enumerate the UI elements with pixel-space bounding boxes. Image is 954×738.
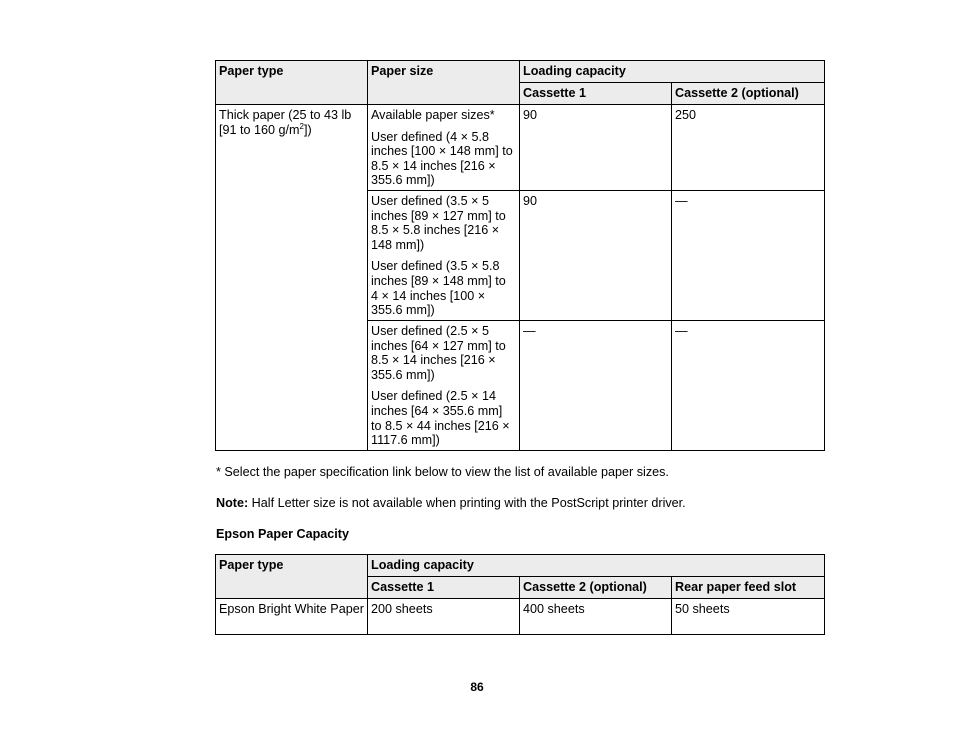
note-paragraph (216, 496, 686, 511)
cell-cassette-2: — (672, 191, 825, 321)
header-cassette-1: Cassette 1 (368, 577, 520, 599)
cell-cassette-2: 400 sheets (520, 599, 672, 635)
cell-rear-slot: 50 sheets (672, 599, 825, 635)
epson-paper-capacity-table (215, 554, 825, 635)
cell-paper-type (216, 105, 368, 451)
footnote: * Select the paper specification link below to view the list of available paper sizes. (216, 465, 669, 479)
note-label: Note: (216, 496, 249, 510)
cell-cassette-1: 90 (520, 191, 672, 321)
paper-size-line: User defined (2.5 × 14 inches [64 × 355.6 mm] to 8.5 × 44 inches [216 × 1117.6 mm]) (371, 389, 510, 448)
cell-paper-type: Epson Bright White Paper (216, 599, 368, 635)
cell-paper-size (368, 321, 520, 451)
cell-cassette-1: 200 sheets (368, 599, 520, 635)
header-cassette-2: Cassette 2 (optional) (520, 577, 672, 599)
header-loading-capacity: Loading capacity (368, 555, 825, 577)
cell-cassette-1: 90 (520, 105, 672, 191)
paper-size-line: User defined (4 × 5.8 inches [100 × 148 mm] to 8.5 × 14 inches [216 × 355.6 mm]) (371, 129, 513, 188)
header-rear-slot: Rear paper feed slot (672, 577, 825, 599)
header-cassette-1: Cassette 1 (520, 83, 672, 105)
paper-type-sup: 2 (299, 121, 304, 131)
paper-size-line: Available paper sizes* (371, 108, 495, 122)
paper-type-suffix: ]) (303, 122, 312, 137)
paper-size-line: User defined (2.5 × 5 inches [64 × 127 mm] to 8.5 × 14 inches [216 × 355.6 mm]) (371, 324, 506, 382)
cell-paper-size (368, 191, 520, 321)
header-paper-type: Paper type (216, 61, 368, 105)
paper-size-line: User defined (3.5 × 5 inches [89 × 127 mm] to 8.5 × 5.8 inches [216 × 148 mm]) (371, 194, 506, 252)
section-heading: Epson Paper Capacity (216, 527, 349, 541)
cell-cassette-2: — (672, 321, 825, 451)
paper-type-text: Thick paper (25 to 43 lb [91 to 160 g/m (219, 108, 352, 137)
cell-paper-size (368, 105, 520, 191)
cell-cassette-2: 250 (672, 105, 825, 191)
header-cassette-2: Cassette 2 (optional) (672, 83, 825, 105)
cell-cassette-1: — (520, 321, 672, 451)
header-paper-type: Paper type (216, 555, 368, 599)
paper-size-line: User defined (3.5 × 5.8 inches [89 × 148 mm] to 4 × 14 inches [100 × 355.6 mm]) (371, 259, 506, 318)
paper-capacity-table (215, 60, 825, 451)
header-loading-capacity: Loading capacity (520, 61, 825, 83)
header-paper-size: Paper size (368, 61, 520, 105)
note-text: Half Letter size is not available when printing with the PostScript printer driver. (248, 496, 686, 510)
page-number: 86 (470, 680, 484, 694)
